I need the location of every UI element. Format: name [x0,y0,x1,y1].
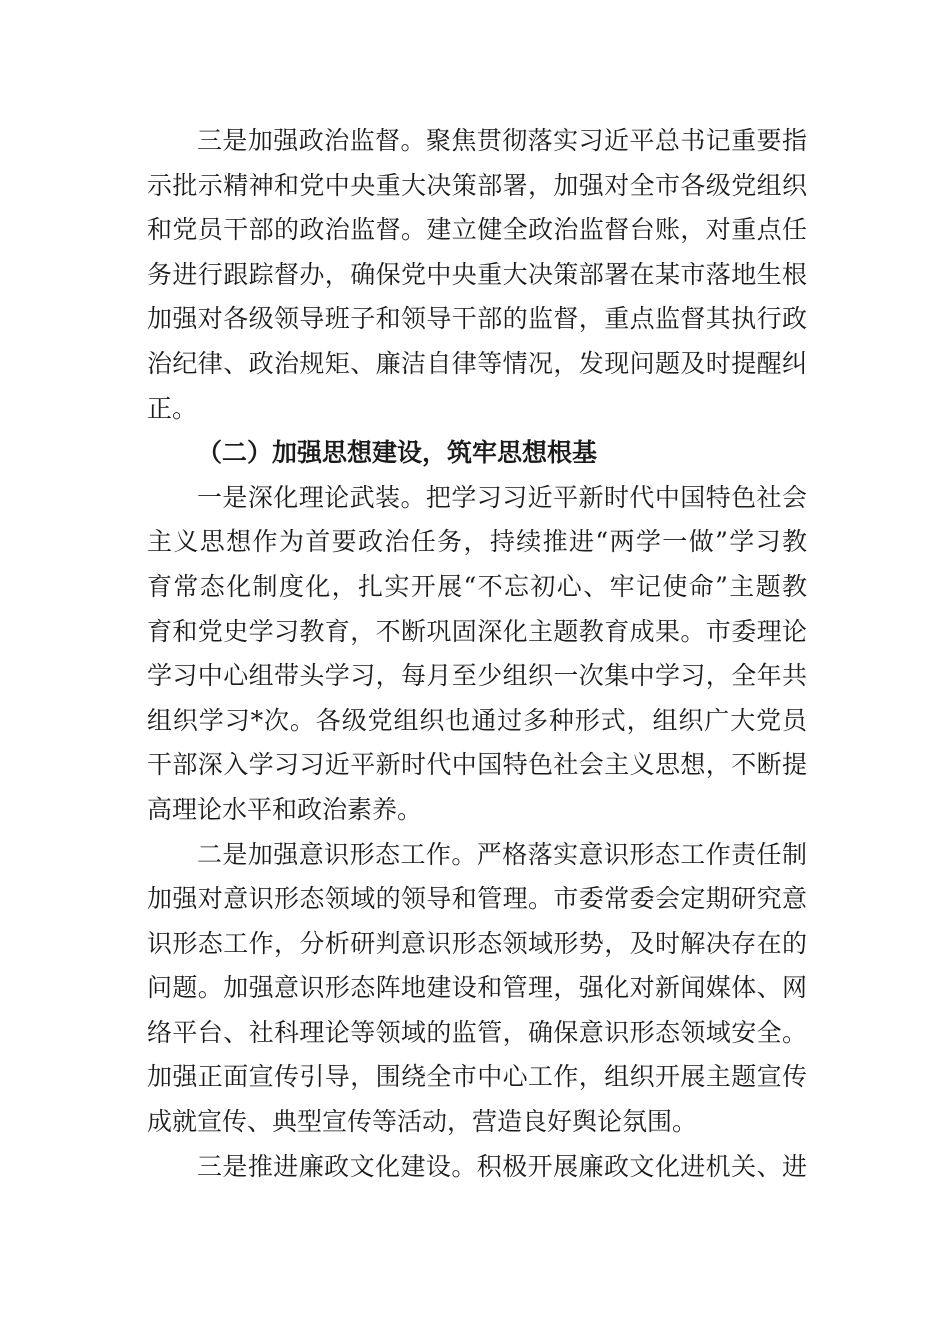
text-line: 学习中心组带头学习，每月至少组织一次集中学习，全年共 [147,661,807,691]
text-line: 问题。加强意识形态阵地建设和管理，强化对新闻媒体、网 [147,973,807,1003]
text-line: 育和党史学习教育，不断巩固深化主题教育成果。市委理论 [147,616,807,646]
text-line: 正。 [147,393,198,423]
text-line: 育常态化制度化，扎实开展“不忘初心、牢记使命”主题教 [147,571,807,601]
text-line: 加强对意识形态领域的领导和管理。市委常委会定期研究意 [147,884,807,914]
text-line: 示批示精神和党中央重大决策部署，加强对全市各级党组织 [147,170,807,200]
section-heading: （二）加强思想建设，筑牢思想根基 [197,438,598,468]
text-line: 务进行跟踪督办，确保党中央重大决策部署在某市落地生根 [147,259,807,289]
text-line: 干部深入学习习近平新时代中国特色社会主义思想，不断提 [147,750,807,780]
text-line: 三是推进廉政文化建设。积极开展廉政文化进机关、进 [197,1151,807,1181]
text-line: 二是加强意识形态工作。严格落实意识形态工作责任制 [197,839,807,869]
text-line: 高理论水平和政治素养。 [147,794,423,824]
text-line: 一是深化理论武装。把学习习近平新时代中国特色社会 [197,482,807,512]
text-line: 加强正面宣传引导，围绕全市中心工作，组织开展主题宣传 [147,1062,807,1092]
text-line: 组织学习*次。各级党组织也通过多种形式，组织广大党员 [147,705,807,735]
text-line: 络平台、社科理论等领域的监管，确保意识形态领域安全。 [147,1017,807,1047]
text-line: 成就宣传、典型宣传等活动，营造良好舆论氛围。 [147,1107,698,1137]
document-body [147,119,807,1189]
text-line: 治纪律、政治规矩、廉洁自律等情况，发现问题及时提醒纠 [147,348,807,378]
text-line: 三是加强政治监督。聚焦贯彻落实习近平总书记重要指 [197,126,807,155]
text-line: 加强对各级领导班子和领导干部的监督，重点监督其执行政 [147,304,807,334]
text-line: 识形态工作，分析研判意识形态领域形势，及时解决存在的 [147,928,807,958]
text-line: 主义思想作为首要政治任务，持续推进“两学一做”学习教 [147,527,807,557]
text-line: 和党员干部的政治监督。建立健全政治监督台账，对重点任 [147,215,807,245]
